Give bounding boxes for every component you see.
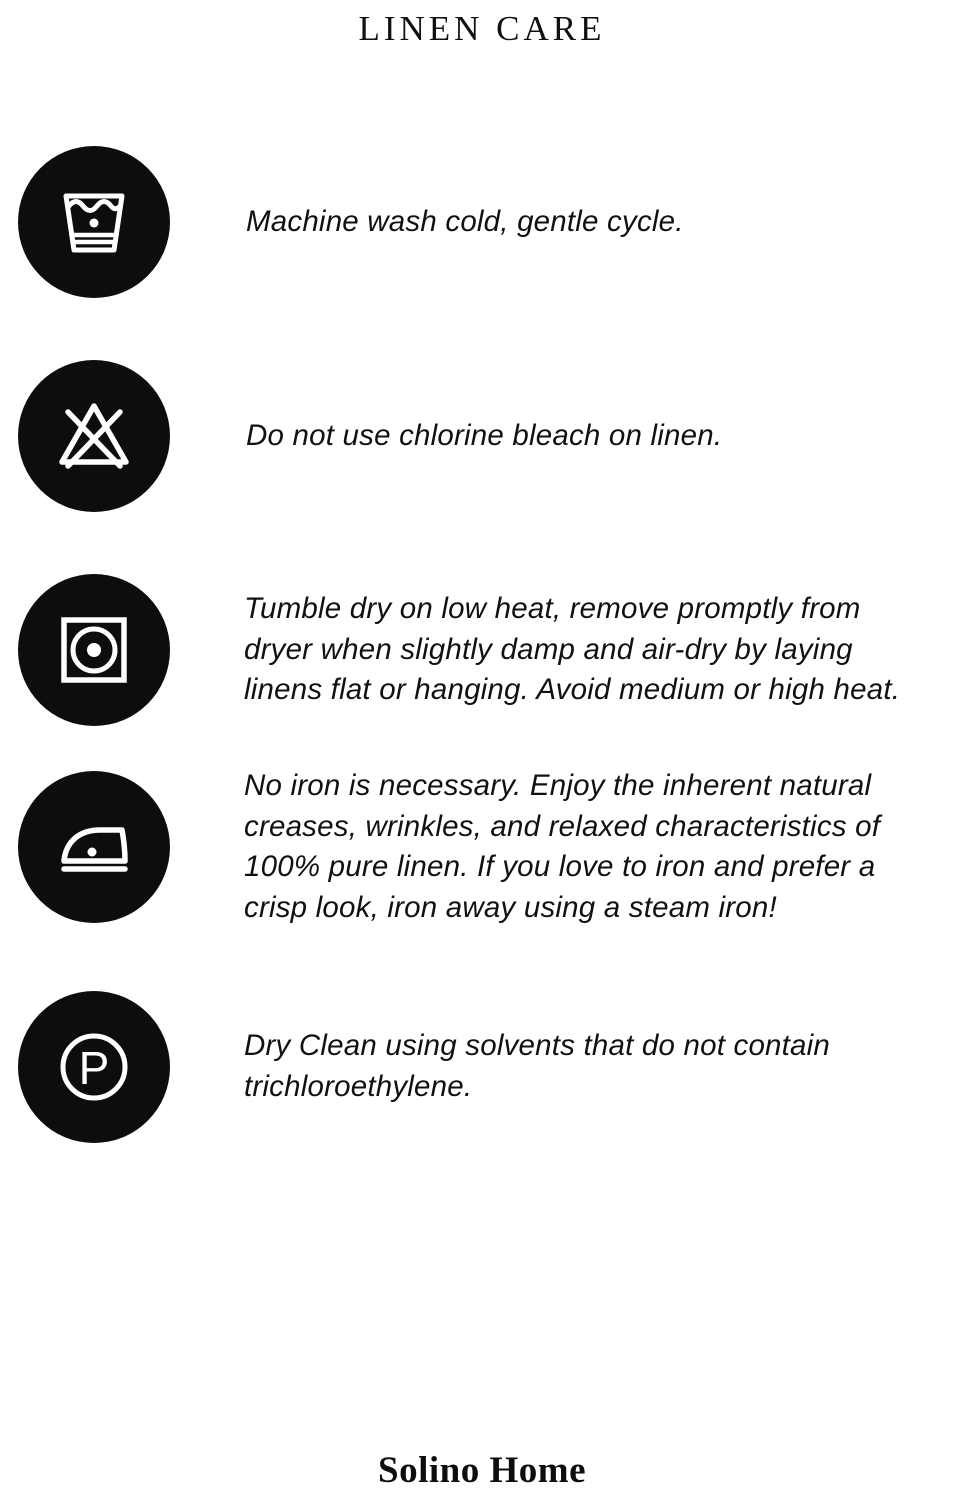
machine-wash-cold-icon: [18, 146, 170, 298]
svg-text:P: P: [78, 1041, 110, 1094]
care-instruction-text: Do not use chlorine bleach on linen.: [246, 418, 723, 452]
icon-container: [18, 146, 178, 298]
iron-icon: [18, 771, 170, 923]
care-instruction-text: Machine wash cold, gentle cycle.: [246, 204, 684, 238]
list-item: [18, 360, 944, 512]
list-item: [18, 146, 944, 298]
care-instruction-list: [0, 146, 964, 1500]
brand-name: Solino Home: [378, 1450, 586, 1491]
list-item: [18, 574, 944, 726]
footer: [0, 1449, 964, 1492]
care-instruction-text: Dry Clean using solvents that do not contain trichloroethylene.: [244, 1029, 831, 1103]
care-instruction-text: Tumble dry on low heat, remove promptly from dryer when slightly damp and air-dry by laying linens flat or hanging. Avoid medium or high heat.: [244, 591, 901, 707]
icon-container: [18, 991, 178, 1143]
do-not-bleach-icon: [18, 360, 170, 512]
icon-container: [18, 574, 178, 726]
list-item: [18, 766, 944, 929]
dry-clean-p-icon: [18, 991, 170, 1143]
icon-container: [18, 360, 178, 512]
page-title: LINEN CARE: [358, 9, 606, 48]
list-item: [18, 991, 944, 1143]
tumble-dry-low-icon: [18, 574, 170, 726]
care-instruction-text: No iron is necessary. Enjoy the inherent natural creases, wrinkles, and relaxed characteristics of 100% pure linen. If you love to iron and prefer a crisp look, iron away using a steam iron!: [244, 769, 881, 925]
icon-container: [18, 771, 178, 923]
